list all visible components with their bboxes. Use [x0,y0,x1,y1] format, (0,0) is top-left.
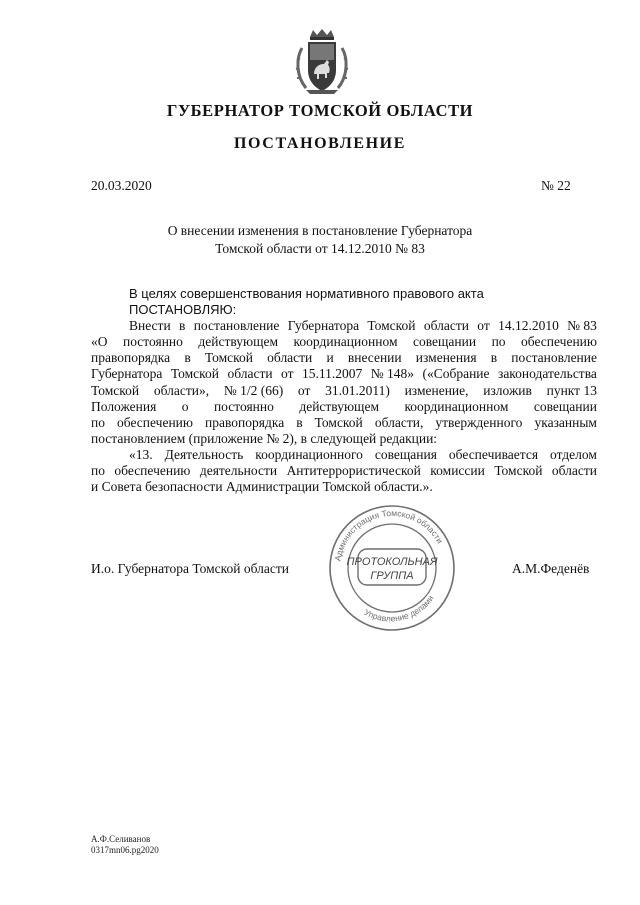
word: постановление [511,350,597,366]
quoted-paragraph [91,447,597,479]
word: утвержденного [435,414,523,430]
tomsk-coat-of-arms-icon [294,28,350,96]
word: Томской [314,414,363,430]
word: действующем [198,334,279,350]
word: № 148» [370,366,414,382]
word: изменения [415,350,477,366]
word: области [267,350,313,366]
word: «О [91,334,108,350]
word: Томской [91,382,140,398]
word: Губернатора [91,366,163,382]
paragraph-line [91,334,597,350]
file-code: 0317mn06.pg2020 [91,844,159,855]
word: Антитеррористической [286,463,421,479]
word: 15.11.2007 [302,366,363,382]
word: совещании [533,398,597,414]
document-date: 20.03.2020 [91,178,152,193]
main-paragraph [91,318,597,431]
document-number: № 22 [541,178,571,193]
paragraph-line [91,350,597,366]
paragraph-line [91,415,597,431]
word: обеспечивается [448,446,539,462]
word: («Собрание [422,366,490,382]
paragraph-line [91,366,597,382]
word: координационного [255,446,363,462]
paragraph-line: и Совета безопасности Администрации Томской области.». [91,479,433,495]
word: Томской [204,350,253,366]
word: Внести [129,318,171,334]
word: постоянно [122,334,183,350]
word: постановление [193,318,280,334]
word: «13. [129,446,153,462]
signatory-title: И.о. Губернатора Томской области [91,561,289,576]
subject-line: О внесении изменения в постановление Губернатора [167,223,473,238]
document-subject [0,222,640,258]
word: Томской [494,463,543,479]
paragraph-line [91,399,597,415]
word: в [184,350,191,366]
subject-line: Томской области от 14.12.2010 № 83 [215,241,425,256]
paragraph-line: постановлением (приложение № 2), в следующей редакции: [91,430,438,446]
word: изложив [483,382,532,398]
word: Томской [367,318,416,334]
stamp-line-1: ПРОТОКОЛЬНАЯ [346,556,438,568]
word: области», [153,382,210,398]
word: комиссии [430,463,485,479]
word: обеспечению [114,463,191,479]
word: по [491,334,506,350]
word: правопорядка [91,350,171,366]
word: указанным [534,414,597,430]
executor-name: А.Ф.Селиванов [91,834,151,844]
word: постоянно [213,398,274,414]
paragraph-line [91,383,597,399]
word: отделом [550,446,597,462]
word: от [477,318,490,334]
word: совещания [374,446,437,462]
word: области [423,318,469,334]
word: 31.01.2011) [325,382,390,398]
stamp-ring-text: Администрация Томской области [332,507,446,562]
protocol-group-stamp [322,503,462,633]
stamp-bottom-text: Управление делами [362,593,436,624]
word: обеспечению [521,334,597,350]
executor-footer [91,834,159,855]
word: пункт 13 [546,382,597,398]
word: обеспечению [117,414,193,430]
word: внесении [347,350,402,366]
word: изменение, [404,382,469,398]
word: о [181,398,189,414]
stamp-line-2: ГРУППА [370,570,414,582]
word: совещании [412,334,477,350]
paragraph-line [91,463,597,479]
word: от [281,366,294,382]
word: 14.12.2010 [498,318,559,334]
word: области, [374,414,424,430]
paragraph-line [91,447,597,463]
word: Томской [170,366,219,382]
issuing-authority: ГУБЕРНАТОР ТОМСКОЙ ОБЛАСТИ [166,101,474,120]
word: деятельности [199,463,278,479]
document-type: ПОСТАНОВЛЕНИЕ [234,135,406,152]
word: и [326,350,334,366]
word: № 83 [567,318,597,334]
word: Положения [91,398,157,414]
resolve-word: ПОСТАНОВЛЯЮ: [129,302,237,318]
word: в [490,350,498,366]
word: в [296,414,303,430]
document-body [91,286,597,495]
word: Губернатора [287,318,360,334]
word: координационном [404,398,509,414]
signatory-name: А.М.Феденёв [512,561,590,576]
intro-text: В целях совершенствования нормативного правового акта [129,286,484,301]
word: в [179,318,186,334]
word: по [91,463,105,479]
word: координационном [293,334,398,350]
word: законодательства [497,366,597,382]
word: области [551,463,597,479]
word: от [297,382,311,398]
paragraph-line [91,318,597,334]
word: действующем [299,398,379,414]
word: по [91,414,105,430]
word: правопорядка [205,414,285,430]
word: № 1/2 (66) [223,382,284,398]
word: Деятельность [164,446,244,462]
word: области [227,366,273,382]
